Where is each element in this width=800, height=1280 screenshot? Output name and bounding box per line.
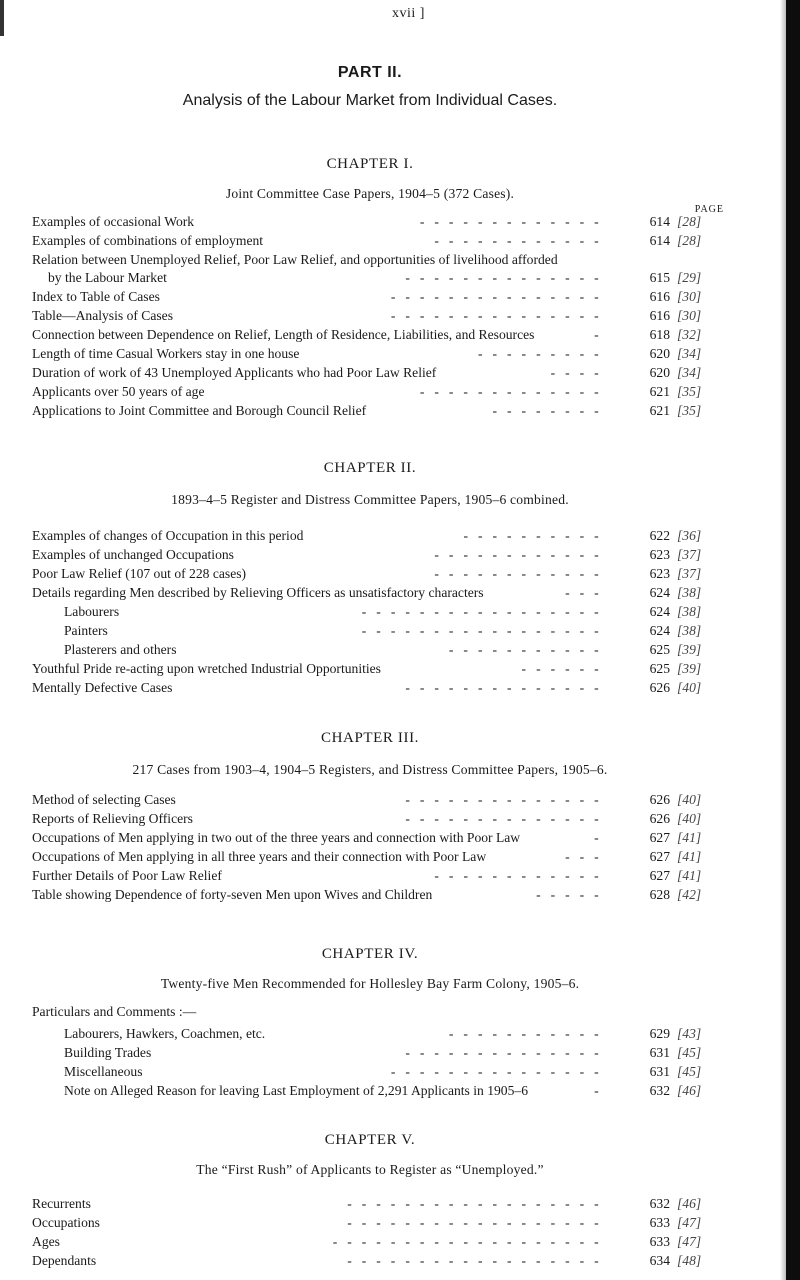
toc-entry-title: Duration of work of 43 Unemployed Applicants who had Poor Law Relief xyxy=(32,365,437,380)
page-number: 624 xyxy=(649,604,670,619)
dot-leader: - - - - - - - - - - - - - - xyxy=(405,811,602,826)
scan-edge-border xyxy=(786,0,800,1280)
dot-leader: - - - - - - - - - - - - - xyxy=(419,384,602,399)
dot-leader: - - - xyxy=(565,585,602,600)
dot-leader: - - - - - - - - - - - - - - - - - - - xyxy=(332,1234,602,1249)
page-number: 626 xyxy=(649,811,670,826)
toc-entry-title: Examples of combinations of employment xyxy=(32,233,264,248)
bracket-page-number: [35] xyxy=(677,384,702,399)
bracket-page-number: [41] xyxy=(677,868,702,883)
page-number: 627 xyxy=(649,849,670,864)
bracket-page-number: [34] xyxy=(677,346,702,361)
toc-entry xyxy=(32,790,712,809)
chapter-title: CHAPTER I. xyxy=(326,156,414,172)
dot-leader: - xyxy=(594,327,602,342)
dot-leader: - - - - - - - - - - - - - - xyxy=(405,270,602,285)
toc-entry xyxy=(32,659,712,678)
page-number: 620 xyxy=(649,365,670,380)
page-number: 622 xyxy=(649,528,670,543)
toc-entry-title: Mentally Defective Cases xyxy=(32,680,173,695)
chapter-title: CHAPTER III. xyxy=(320,730,420,746)
bracket-page-number: [37] xyxy=(677,547,702,562)
toc-list xyxy=(32,790,712,904)
section-heading: Joint Committee Case Papers, 1904–5 (372 Cases). xyxy=(225,186,515,201)
page-number: 625 xyxy=(649,642,670,657)
bracket-page-number: [28] xyxy=(677,214,702,229)
page-number: 634 xyxy=(649,1253,670,1268)
bracket-page-number: [47] xyxy=(677,1215,702,1230)
toc-entry-title: Connection between Dependence on Relief, Length of Residence, Liabilities, and Resources xyxy=(32,327,535,342)
page-number: 624 xyxy=(649,585,670,600)
toc-entry xyxy=(32,401,712,420)
toc-entry-title: Dependants xyxy=(32,1253,97,1268)
page-number: 632 xyxy=(649,1196,670,1211)
toc-entry-title: Method of selecting Cases xyxy=(32,792,176,807)
dot-leader: - - - xyxy=(565,849,602,864)
toc-entry xyxy=(32,602,712,621)
toc-entry-title: Table—Analysis of Cases xyxy=(32,308,174,323)
section-heading: 1893–4–5 Register and Distress Committee Papers, 1905–6 combined. xyxy=(171,492,569,507)
toc-list xyxy=(32,1194,712,1270)
toc-entry-title: Occupations of Men applying in two out of the three years and connection with Poor Law xyxy=(32,830,521,845)
bracket-page-number: [47] xyxy=(677,1234,702,1249)
bracket-page-number: [35] xyxy=(677,403,702,418)
toc-entry xyxy=(32,885,712,904)
bracket-page-number: [48] xyxy=(677,1253,702,1268)
page-number: 628 xyxy=(649,887,670,902)
bracket-page-number: [28] xyxy=(677,233,702,248)
toc-entry-title: Reports of Relieving Officers xyxy=(32,811,193,826)
toc-entry-title: Table showing Dependence of forty-seven Men upon Wives and Children xyxy=(32,887,433,902)
toc-entry-title: Poor Law Relief (107 out of 228 cases) xyxy=(32,566,247,581)
bracket-page-number: [40] xyxy=(677,792,702,807)
toc-entry xyxy=(32,828,712,847)
page-number: 621 xyxy=(649,384,670,399)
toc-entry-title: Applications to Joint Committee and Borough Council Relief xyxy=(32,403,367,418)
section-heading: Twenty-five Men Recommended for Hollesley Bay Farm Colony, 1905–6. xyxy=(160,976,580,991)
page-number: 633 xyxy=(649,1215,670,1230)
bracket-page-number: [39] xyxy=(677,661,702,676)
dot-leader: - - - - - - - - - - - - xyxy=(434,547,602,562)
dot-leader: - - - - - - - - - - - - - - - - - xyxy=(361,623,602,638)
toc-entry-title: Relation between Unemployed Relief, Poor Law Relief, and opportunities of livelihood afforded xyxy=(32,252,558,267)
toc-entry xyxy=(32,306,712,325)
dot-leader: - - - - - - - - - - - - xyxy=(434,566,602,581)
toc-entry-title: Examples of unchanged Occupations xyxy=(32,547,234,562)
bracket-page-number: [40] xyxy=(677,811,702,826)
toc-entry xyxy=(32,866,712,885)
dot-leader: - - - - - xyxy=(536,887,602,902)
toc-entry-title: Examples of changes of Occupation in this period xyxy=(32,528,304,543)
toc-entry xyxy=(32,325,712,344)
section-heading: The “First Rush” of Applicants to Register as “Unemployed.” xyxy=(196,1162,544,1177)
dot-leader: - - - - - - - - - - - - - - - - - xyxy=(361,604,602,619)
part-subtitle: Analysis of the Labour Market from Individual Cases. xyxy=(182,92,558,109)
page-number: 623 xyxy=(649,566,670,581)
page-number: 625 xyxy=(649,661,670,676)
page-number: 616 xyxy=(649,308,670,323)
page-number: 629 xyxy=(649,1026,670,1041)
bracket-page-number: [29] xyxy=(677,270,702,285)
bracket-page-number: [30] xyxy=(677,308,702,323)
toc-entry-title: Further Details of Poor Law Relief xyxy=(32,868,222,883)
section-heading: 217 Cases from 1903–4, 1904–5 Registers, and Distress Committee Papers, 1905–6. xyxy=(132,762,608,777)
bracket-page-number: [36] xyxy=(677,528,702,543)
page-number: 632 xyxy=(649,1083,670,1098)
scan-edge xyxy=(778,0,800,1280)
page-number: 627 xyxy=(649,830,670,845)
dot-leader: - - - - - - - - - - - - - xyxy=(419,214,602,229)
toc-entry-title: Length of time Casual Workers stay in one house xyxy=(32,346,300,361)
toc-list xyxy=(32,1024,712,1100)
toc-entry-title: Labourers, Hawkers, Coachmen, etc. xyxy=(64,1026,266,1041)
page-number: 624 xyxy=(649,623,670,638)
toc-entry xyxy=(32,344,712,363)
dot-leader: - - - - - - - - - - - - - - - - - - xyxy=(347,1215,602,1230)
page-column-label: PAGE xyxy=(694,204,724,215)
toc-entry-title: Applicants over 50 years of age xyxy=(32,384,205,399)
page-number: 621 xyxy=(649,403,670,418)
dot-leader: - xyxy=(594,830,602,845)
toc-entry xyxy=(32,640,712,659)
toc-entry xyxy=(32,583,712,602)
page-number: 626 xyxy=(649,680,670,695)
page-number: 615 xyxy=(649,270,670,285)
toc-entry xyxy=(32,1043,712,1062)
toc-entry-title: Occupations of Men applying in all three years and their connection with Poor Law xyxy=(32,849,487,864)
toc-entry xyxy=(32,621,712,640)
toc-list xyxy=(32,212,712,420)
toc-entry xyxy=(32,1232,712,1251)
dot-leader: - - - - - - - - - - - - - - - - - - xyxy=(347,1253,602,1268)
dot-leader: - - - - - - - - - - - - - - - xyxy=(390,308,602,323)
bracket-page-number: [43] xyxy=(677,1026,702,1041)
toc-entry-title: Recurrents xyxy=(32,1196,91,1211)
page-number: 623 xyxy=(649,547,670,562)
particulars-intro: Particulars and Comments :— xyxy=(32,1004,197,1019)
dot-leader: - - - - - - - - - xyxy=(477,346,602,361)
toc-entry-title: Miscellaneous xyxy=(64,1064,143,1079)
toc-entry xyxy=(32,250,712,287)
toc-entry xyxy=(32,678,712,697)
toc-entry-title: Painters xyxy=(64,623,108,638)
toc-entry xyxy=(32,212,712,231)
bracket-page-number: [37] xyxy=(677,566,702,581)
toc-entry xyxy=(32,526,712,545)
dot-leader: - - - - - - - - - - xyxy=(463,528,602,543)
toc-entry-title: Ages xyxy=(32,1234,60,1249)
dot-leader: - - - - - - - - - - - - - - - xyxy=(390,1064,602,1079)
bracket-page-number: [39] xyxy=(677,642,702,657)
dot-leader: - - - - - - - - - - - - xyxy=(434,868,602,883)
toc-entry-title: Details regarding Men described by Relieving Officers as unsatisfactory characters xyxy=(32,585,484,600)
toc-entry-title-continued: by the Labour Market xyxy=(48,270,167,285)
bracket-page-number: [45] xyxy=(677,1045,702,1060)
dot-leader: - - - - - - - - - - - - - - - - - - xyxy=(347,1196,602,1211)
dot-leader: - - - - - - - - - - - - - - - xyxy=(390,289,602,304)
bracket-page-number: [32] xyxy=(677,327,702,342)
bracket-page-number: [42] xyxy=(677,887,702,902)
toc-entry-title: Note on Alleged Reason for leaving Last Employment of 2,291 Applicants in 1905–6 xyxy=(64,1083,528,1098)
page-number: 618 xyxy=(649,327,670,342)
dot-leader: - - - - - - - - - - - xyxy=(448,642,602,657)
toc-entry-title: Labourers xyxy=(64,604,120,619)
toc-entry-title: Youthful Pride re-acting upon wretched Industrial Opportunities xyxy=(32,661,381,676)
toc-entry xyxy=(32,1251,712,1270)
toc-entry-title: Plasterers and others xyxy=(64,642,177,657)
page-number: 633 xyxy=(649,1234,670,1249)
toc-entry-title: Index to Table of Cases xyxy=(32,289,160,304)
dot-leader: - - - - - - - - - - - - xyxy=(434,233,602,248)
bracket-page-number: [34] xyxy=(677,365,702,380)
toc-entry-title: Building Trades xyxy=(64,1045,152,1060)
page-number: 627 xyxy=(649,868,670,883)
dot-leader: - - - - - - - - xyxy=(492,403,602,418)
dot-leader: - - - - - - xyxy=(521,661,602,676)
toc-entry xyxy=(32,809,712,828)
toc-entry xyxy=(32,1024,712,1043)
page-number: 616 xyxy=(649,289,670,304)
toc-entry xyxy=(32,564,712,583)
part-title: PART II. xyxy=(337,64,403,81)
dot-leader: - - - - - - - - - - - - - - xyxy=(405,1045,602,1060)
toc-entry xyxy=(32,231,712,250)
toc-entry xyxy=(32,287,712,306)
dot-leader: - xyxy=(594,1083,602,1098)
chapter-title: CHAPTER II. xyxy=(323,460,417,476)
toc-entry-title: Occupations xyxy=(32,1215,100,1230)
page-number: 631 xyxy=(649,1045,670,1060)
toc-entry xyxy=(32,1062,712,1081)
toc-entry xyxy=(32,1213,712,1232)
page-number: 620 xyxy=(649,346,670,361)
dot-leader: - - - - - - - - - - - xyxy=(448,1026,602,1041)
bracket-page-number: [38] xyxy=(677,585,702,600)
toc-entry xyxy=(32,545,712,564)
dot-leader: - - - - - - - - - - - - - - xyxy=(405,680,602,695)
page-number: 631 xyxy=(649,1064,670,1079)
page-number: 614 xyxy=(649,214,670,229)
bracket-page-number: [46] xyxy=(677,1196,702,1211)
bracket-page-number: [40] xyxy=(677,680,702,695)
toc-entry xyxy=(32,847,712,866)
scan-mark xyxy=(0,0,4,36)
chapter-title: CHAPTER V. xyxy=(324,1132,416,1148)
bracket-page-number: [41] xyxy=(677,849,702,864)
page-number: 614 xyxy=(649,233,670,248)
page-folio: xvii ] xyxy=(392,6,425,21)
page-number: 626 xyxy=(649,792,670,807)
bracket-page-number: [38] xyxy=(677,604,702,619)
toc-entry xyxy=(32,363,712,382)
dot-leader: - - - - xyxy=(550,365,602,380)
chapter-title: CHAPTER IV. xyxy=(321,946,419,962)
dot-leader: - - - - - - - - - - - - - - xyxy=(405,792,602,807)
bracket-page-number: [46] xyxy=(677,1083,702,1098)
bracket-page-number: [38] xyxy=(677,623,702,638)
bracket-page-number: [41] xyxy=(677,830,702,845)
bracket-page-number: [45] xyxy=(677,1064,702,1079)
toc-entry xyxy=(32,1081,712,1100)
toc-list xyxy=(32,526,712,697)
toc-entry xyxy=(32,382,712,401)
bracket-page-number: [30] xyxy=(677,289,702,304)
toc-entry xyxy=(32,1194,712,1213)
toc-entry-title: Examples of occasional Work xyxy=(32,214,195,229)
